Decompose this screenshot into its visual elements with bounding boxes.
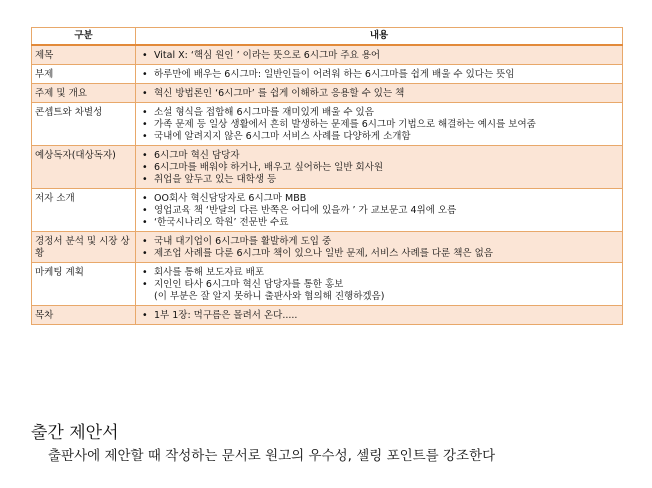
header-content: 내용 [136,28,623,46]
content-list [142,69,618,81]
page-title: 출간 제안서 [31,423,119,443]
bullet-item: • 지인인 타사 6시그마 혁신 담당자를 통한 홍보 [142,279,618,291]
bullet-item: • 6시그마를 배워야 하거나, 배우고 싶어하는 일반 회사원 [142,162,618,174]
proposal-table [31,27,623,325]
table-row [32,45,623,65]
row-label: 부제 [32,65,136,84]
bullet-item: • 취업을 앞두고 있는 대학생 등 [142,174,618,186]
row-content [136,263,623,306]
table-row [32,263,623,306]
row-label: 저자 소개 [32,189,136,232]
content-list [142,267,618,303]
table-row [32,84,623,103]
bullet-item: • 가족 문제 등 일상 생활에서 흔히 발생하는 문제를 6시그마 기법으로 해결하는 예시를 보여줌 [142,119,618,131]
bullet-item: • 하루만에 배우는 6시그마: 일반인들이 어려워 하는 6시그마를 쉽게 배울 수 있다는 뜻임 [142,69,618,81]
row-label: 주제 및 개요 [32,84,136,103]
row-content [136,189,623,232]
row-content [136,84,623,103]
bullet-item: • 국내에 알려지지 않은 6시그마 서비스 사례를 다양하게 소개함 [142,131,618,143]
bullet-item: • 혁신 방법론인 ‘6시그마’ 를 쉽게 이해하고 응용할 수 있는 책 [142,88,618,100]
row-content [136,306,623,325]
content-list [142,193,618,229]
page-subtitle: 출판사에 제안할 때 작성하는 문서로 원고의 우수성, 셀링 포인트를 강조한다 [48,448,496,464]
table-row [32,103,623,146]
header-category: 구분 [32,28,136,46]
table-row [32,306,623,325]
row-label: 제목 [32,45,136,65]
bullet-item: • OO회사 혁신담당자로 6시그마 MBB [142,193,618,205]
bullet-item: • ‘한국시나리오 학원’ 전문반 수료 [142,217,618,229]
table-row [32,65,623,84]
content-list [142,150,618,186]
content-list [142,236,618,260]
row-content [136,45,623,65]
bullet-item: • 1부 1장: 먹구름은 몰려서 온다..... [142,310,618,322]
row-content [136,232,623,263]
bullet-item: • 제조업 사례를 다룬 6시그마 책이 있으나 일반 문제, 서비스 사례를 다룬 책은 없음 [142,248,618,260]
row-content [136,65,623,84]
bullet-item: • 6시그마 혁신 담당자 [142,150,618,162]
content-list [142,310,618,322]
content-list [142,88,618,100]
row-label: 마케팅 계획 [32,263,136,306]
row-label: 콘셉트와 차별성 [32,103,136,146]
bullet-item: • 국내 대기업이 6시그마를 활발하게 도입 중 [142,236,618,248]
table-row [32,189,623,232]
row-label: 목차 [32,306,136,325]
table-row [32,232,623,263]
content-list [142,107,618,143]
content-list [142,50,618,62]
row-label: 예상독자(대상독자) [32,146,136,189]
table-body [32,45,623,325]
table-row [32,146,623,189]
row-content [136,103,623,146]
row-label: 경정서 분석 및 시장 상황 [32,232,136,263]
bullet-item: • 소설 형식을 접합해 6시그마를 재미있게 배울 수 있음 [142,107,618,119]
row-content [136,146,623,189]
note-item: (이 부분은 잘 알지 못하니 출판사와 협의해 진행하겠음) [154,291,385,302]
bullet-item: • Vital X: ‘핵심 원인 ’ 이라는 뜻으로 6시그마 주요 용어 [142,50,618,62]
bullet-item: • 회사를 통해 보도자료 배포 [142,267,618,279]
table-header-row [32,28,623,46]
bullet-item: • 영업교육 책 ‘반달의 다른 반쪽은 어디에 있을까 ’ 가 교보문고 4위에 오름 [142,205,618,217]
